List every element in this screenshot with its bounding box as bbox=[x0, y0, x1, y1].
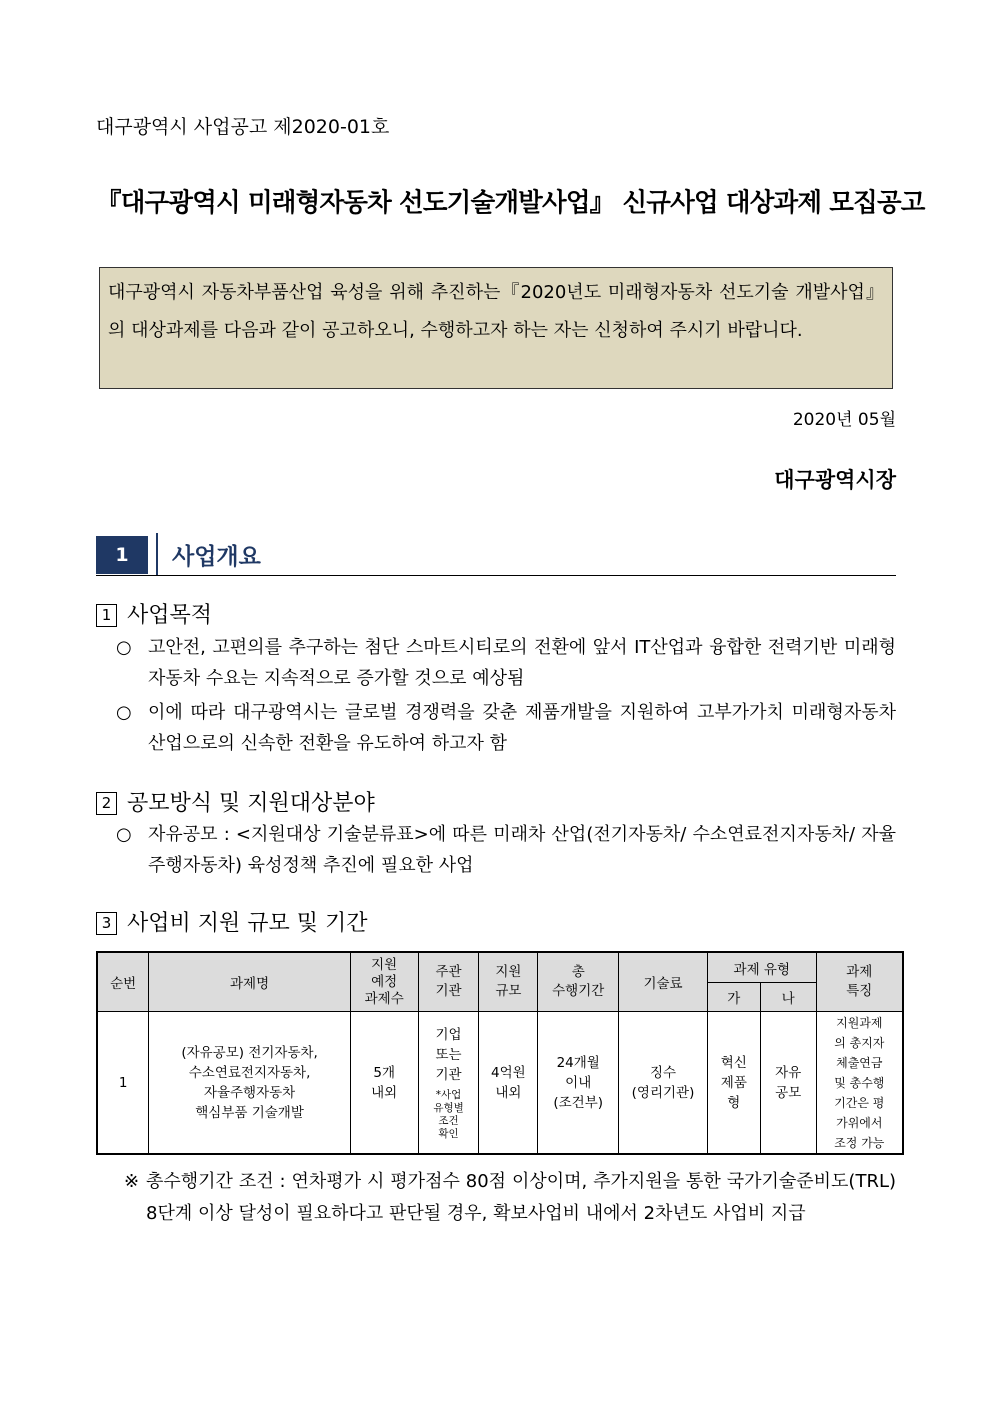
subsection-title: 사업비 지원 규모 및 기간 bbox=[127, 911, 368, 936]
cell-feature: 지원과제 의 총지자 체출연금 및 총수행 기간은 평 가위에서 조정 가능 bbox=[816, 1012, 903, 1155]
cell-fee: 징수 (영리기관) bbox=[619, 1012, 708, 1155]
signer: 대구광역시장 bbox=[774, 468, 896, 492]
subsection-heading-purpose bbox=[96, 598, 212, 629]
table-row bbox=[97, 1012, 903, 1155]
cell-count: 5개 내외 bbox=[350, 1012, 418, 1155]
subsection-number-box: 2 bbox=[96, 792, 117, 815]
budget-table bbox=[96, 951, 904, 1155]
subsection-number-box: 1 bbox=[96, 604, 117, 627]
circle-bullet-icon: ○ bbox=[116, 637, 132, 658]
footnote-text: 총수행기간 조건 : 연차평가 시 평가점수 80점 이상이며, 추가지원을 통한 국가기술준비도(TRL) 8단계 이상 달성이 필요하다고 판단될 경우, 확보사업비 내에서 2차년도 사업비 지급 bbox=[146, 1171, 896, 1224]
header-type: 과제 유형 bbox=[707, 952, 816, 983]
bullet-item bbox=[116, 632, 896, 694]
header-no: 순번 bbox=[97, 952, 149, 1012]
notice-date: 2020년 05월 bbox=[792, 410, 896, 430]
reference-mark-icon: ※ bbox=[124, 1171, 140, 1192]
header-type-a: 가 bbox=[707, 983, 760, 1012]
page-title: 『대구광역시 미래형자동차 선도기술개발사업』 신규사업 대상과제 모집공고 bbox=[96, 188, 925, 218]
subsection-title: 사업목적 bbox=[127, 603, 213, 628]
subsection-number-box: 3 bbox=[96, 912, 117, 935]
cell-org bbox=[418, 1012, 479, 1155]
cell-no: 1 bbox=[97, 1012, 149, 1155]
header-name: 과제명 bbox=[149, 952, 350, 1012]
bullet-item bbox=[116, 819, 896, 881]
cell-type-a: 혁신 제품 형 bbox=[707, 1012, 760, 1155]
header-org: 주관 기관 bbox=[418, 952, 479, 1012]
bullet-text: 고안전, 고편의를 추구하는 첨단 스마트시티로의 전환에 앞서 IT산업과 융합한 전력기반 미래형자동차 수요는 지속적으로 증가할 것으로 예상됨 bbox=[148, 637, 896, 689]
section-title: 사업개요 bbox=[172, 544, 261, 570]
intro-box: 대구광역시 자동차부품산업 육성을 위해 추진하는『2020년도 미래형자동차 선도기술 개발사업』의 대상과제를 다음과 같이 공고하오니, 수행하고자 하는 자는 신청하여 주시기 바랍니다. bbox=[99, 267, 893, 389]
section-number: 1 bbox=[96, 536, 148, 574]
section-divider bbox=[156, 533, 158, 575]
circle-bullet-icon: ○ bbox=[116, 702, 132, 723]
notice-number: 대구광역시 사업공고 제2020-01호 bbox=[96, 116, 390, 138]
cell-period: 24개월 이내 (조건부) bbox=[538, 1012, 619, 1155]
footnote bbox=[124, 1166, 896, 1230]
header-count: 지원 예정 과제수 bbox=[350, 952, 418, 1012]
header-feature: 과제 특징 bbox=[816, 952, 903, 1012]
cell-org-note: *사업 유형별 조건 확인 bbox=[433, 1088, 464, 1140]
subsection-title: 공모방식 및 지원대상분야 bbox=[127, 791, 375, 816]
bullet-text: 자유공모 : <지원대상 기술분류표>에 따른 미래차 산업(전기자동차/ 수소연료전지자동차/ 자율주행자동차) 육성정책 추진에 필요한 사업 bbox=[148, 824, 896, 876]
bullet-item bbox=[116, 697, 896, 759]
subsection-heading-budget bbox=[96, 906, 368, 937]
cell-type-b: 자유 공모 bbox=[760, 1012, 816, 1155]
bullet-text: 이에 따라 대구광역시는 글로벌 경쟁력을 갖춘 제품개발을 지원하여 고부가가치 미래형자동차 산업으로의 신속한 전환을 유도하여 하고자 함 bbox=[148, 702, 896, 754]
circle-bullet-icon: ○ bbox=[116, 824, 132, 845]
header-period: 총 수행기간 bbox=[538, 952, 619, 1012]
header-type-b: 나 bbox=[760, 983, 816, 1012]
section-rule bbox=[96, 575, 896, 576]
cell-org-text: 기업 또는 기관 bbox=[435, 1026, 462, 1083]
subsection-heading-method bbox=[96, 786, 375, 817]
cell-name: (자유공모) 전기자동차, 수소연료전지자동차, 자율주행자동차 핵심부품 기술개발 bbox=[149, 1012, 350, 1155]
header-fee: 기술료 bbox=[619, 952, 708, 1012]
cell-scale: 4억원 내외 bbox=[479, 1012, 538, 1155]
header-scale: 지원 규모 bbox=[479, 952, 538, 1012]
